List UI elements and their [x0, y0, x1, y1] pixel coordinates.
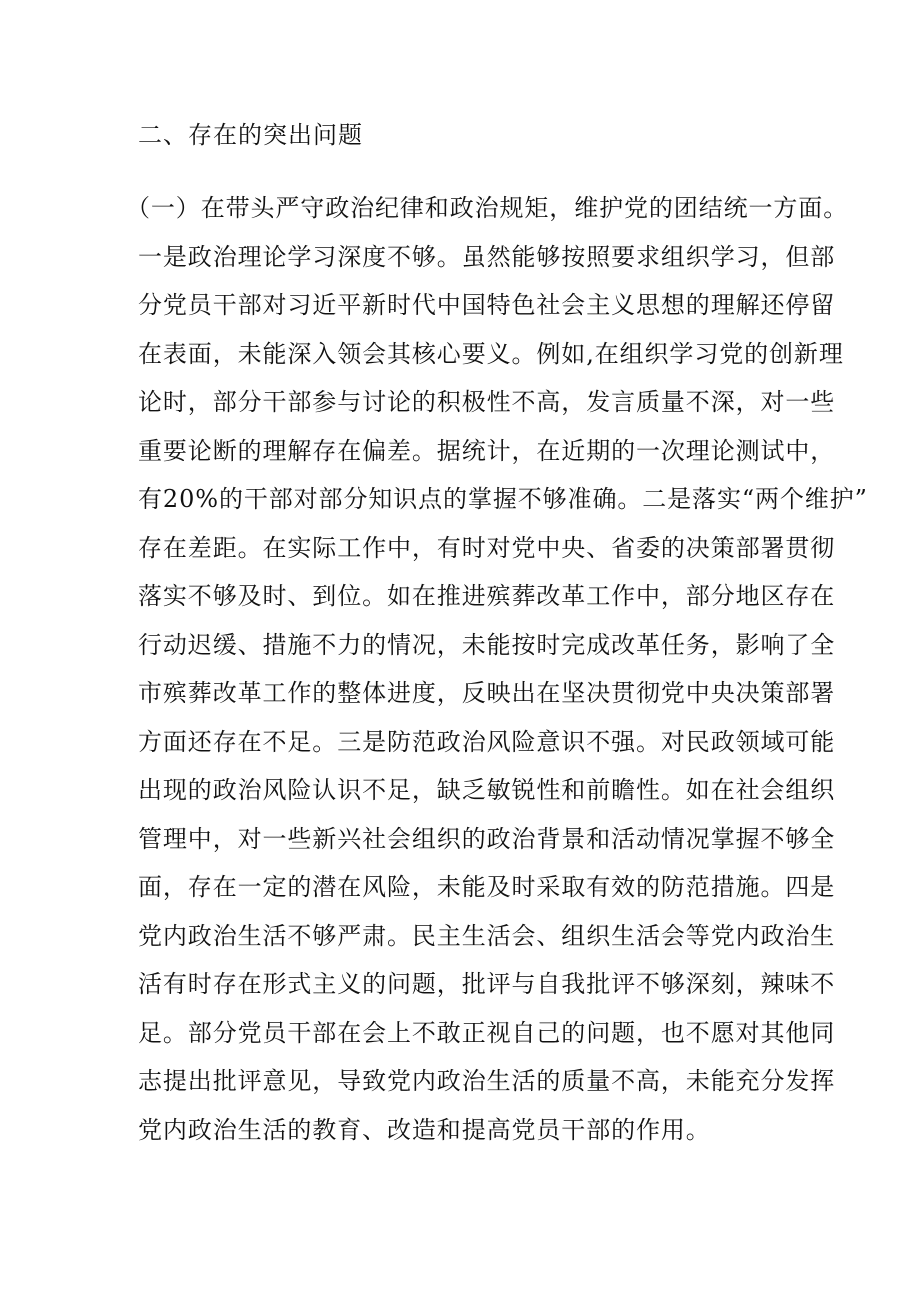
paragraph-line: 存在差距。在实际工作中，有时对党中央、省委的决策部署贯彻	[138, 533, 836, 562]
paragraph-line: 一是政治理论学习深度不够。虽然能够按照要求组织学习，但部	[138, 242, 836, 271]
paragraph-line: 出现的政治风险认识不足，缺乏敏锐性和前瞻性。如在社会组织	[138, 776, 836, 804]
paragraph	[126, 184, 868, 1154]
section-heading: 二、存在的突出问题	[138, 121, 363, 149]
paragraph-line: 市殡葬改革工作的整体进度，反映出在坚决贯彻党中央决策部署	[138, 679, 836, 707]
paragraph-line: 有20%的干部对部分知识点的掌握不够准确。二是落实“两个维护”	[138, 485, 868, 513]
paragraph-line: 面，存在一定的潜在风险，未能及时采取有效的防范措施。四是	[138, 873, 836, 901]
paragraph-line: 党内政治生活的教育、改造和提高党员干部的作用。	[138, 1115, 711, 1144]
paragraph-line: 管理中，对一些新兴社会组织的政治背景和活动情况掌握不够全	[138, 824, 836, 853]
paragraph-line: 党内政治生活不够严肃。民主生活会、组织生活会等党内政治生	[138, 921, 836, 950]
paragraph-line: 志提出批评意见，导致党内政治生活的质量不高，未能充分发挥	[138, 1067, 836, 1095]
paragraph-line: 落实不够及时、到位。如在推进殡葬改革工作中，部分地区存在	[138, 582, 836, 610]
paragraph-line: 行动迟缓、措施不力的情况，未能按时完成改革任务，影响了全	[138, 630, 836, 659]
paragraph-line: （一）在带头严守政治纪律和政治规矩，维护党的团结统一方面。	[126, 194, 849, 222]
paragraph-line: 在表面，未能深入领会其核心要义。例如,在组织学习党的创新理	[138, 339, 844, 368]
paragraph-line: 重要论断的理解存在偏差。据统计，在近期的一次理论测试中，	[138, 436, 836, 465]
paragraph-line: 论时，部分干部参与讨论的积极性不高，发言质量不深，对一些	[138, 388, 836, 416]
paragraph-line: 足。部分党员干部在会上不敢正视自己的问题，也不愿对其他同	[138, 1018, 836, 1047]
paragraph-line: 分党员干部对习近平新时代中国特色社会主义思想的理解还停留	[138, 291, 836, 319]
paragraph-line: 方面还存在不足。三是防范政治风险意识不强。对民政领域可能	[138, 727, 836, 756]
paragraph-line: 活有时存在形式主义的问题，批评与自我批评不够深刻，辣味不	[138, 970, 836, 998]
